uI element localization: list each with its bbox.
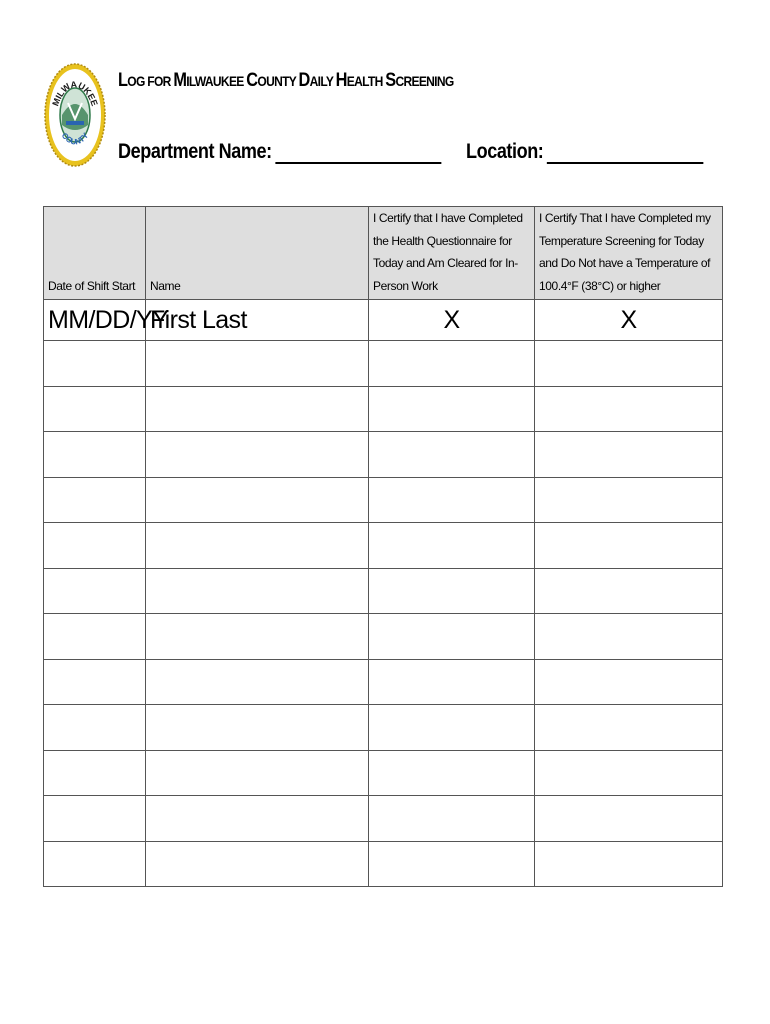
table-row <box>44 386 723 432</box>
questionnaire-cell[interactable] <box>369 386 535 432</box>
location-label: Location: <box>466 140 544 163</box>
screening-log-table <box>43 206 723 887</box>
questionnaire-cell[interactable] <box>369 568 535 614</box>
col-header-temperature: I Certify That I have Completed my Temperature Screening for Today and Do Not have a Temperature of 100.4°F (38°C) or higher <box>535 207 723 300</box>
title-word: SCREENING <box>385 70 454 91</box>
name-cell[interactable] <box>146 341 369 387</box>
questionnaire-cell[interactable] <box>369 705 535 751</box>
date-cell[interactable] <box>44 841 146 887</box>
name-cell[interactable] <box>146 477 369 523</box>
temperature-cell[interactable] <box>535 341 723 387</box>
table-row <box>44 341 723 387</box>
name-cell[interactable] <box>146 659 369 705</box>
title-word: HEALTH <box>335 70 386 91</box>
name-cell[interactable] <box>146 568 369 614</box>
date-cell[interactable] <box>44 614 146 660</box>
name-cell[interactable] <box>146 523 369 569</box>
date-cell[interactable] <box>44 477 146 523</box>
questionnaire-cell[interactable] <box>369 432 535 478</box>
title-word: LOG FOR <box>118 70 174 91</box>
example-questionnaire-mark[interactable]: X <box>369 300 535 341</box>
table-row <box>44 432 723 478</box>
table-header-row <box>44 207 723 300</box>
name-cell[interactable] <box>146 841 369 887</box>
table-row <box>44 568 723 614</box>
temperature-cell[interactable] <box>535 477 723 523</box>
temperature-cell[interactable] <box>535 750 723 796</box>
name-cell[interactable] <box>146 614 369 660</box>
department-label: Department Name: <box>118 140 272 163</box>
table-row <box>44 614 723 660</box>
date-cell[interactable] <box>44 659 146 705</box>
temperature-cell[interactable] <box>535 796 723 842</box>
questionnaire-cell[interactable] <box>369 523 535 569</box>
temperature-cell[interactable] <box>535 568 723 614</box>
name-cell[interactable] <box>146 432 369 478</box>
department-field <box>118 140 441 164</box>
temperature-cell[interactable] <box>535 386 723 432</box>
questionnaire-cell[interactable] <box>369 341 535 387</box>
table-row <box>44 477 723 523</box>
table-row <box>44 796 723 842</box>
department-blank[interactable] <box>275 142 441 164</box>
questionnaire-cell[interactable] <box>369 841 535 887</box>
date-cell[interactable] <box>44 568 146 614</box>
county-seal <box>44 63 106 167</box>
example-temperature-mark[interactable]: X <box>535 300 723 341</box>
title-word: DAILY <box>298 70 336 91</box>
example-date[interactable]: MM/DD/YY <box>44 300 146 341</box>
temperature-cell[interactable] <box>535 841 723 887</box>
name-cell[interactable] <box>146 750 369 796</box>
name-cell[interactable] <box>146 705 369 751</box>
location-blank[interactable] <box>547 142 704 164</box>
table-row <box>44 750 723 796</box>
seal-text-top: MILWAUKEE <box>50 79 100 108</box>
temperature-cell[interactable] <box>535 523 723 569</box>
title-word: COUNTY <box>246 70 299 91</box>
date-cell[interactable] <box>44 341 146 387</box>
temperature-cell[interactable] <box>535 432 723 478</box>
date-cell[interactable] <box>44 705 146 751</box>
date-cell[interactable] <box>44 386 146 432</box>
date-cell[interactable] <box>44 432 146 478</box>
date-cell[interactable] <box>44 750 146 796</box>
questionnaire-cell[interactable] <box>369 750 535 796</box>
questionnaire-cell[interactable] <box>369 477 535 523</box>
date-cell[interactable] <box>44 796 146 842</box>
example-name[interactable]: First Last <box>146 300 369 341</box>
table-row <box>44 841 723 887</box>
questionnaire-cell[interactable] <box>369 614 535 660</box>
table-row <box>44 659 723 705</box>
name-cell[interactable] <box>146 386 369 432</box>
page-title <box>118 70 454 92</box>
location-field <box>466 140 703 164</box>
seal-text-bottom: COUNTY <box>59 131 91 147</box>
questionnaire-cell[interactable] <box>369 796 535 842</box>
table-row-example <box>44 300 723 341</box>
name-cell[interactable] <box>146 796 369 842</box>
table-row <box>44 705 723 751</box>
col-header-questionnaire: I Certify that I have Completed the Health Questionnaire for Today and Am Cleared for In-Person Work <box>369 207 535 300</box>
questionnaire-cell[interactable] <box>369 659 535 705</box>
temperature-cell[interactable] <box>535 659 723 705</box>
table-row <box>44 523 723 569</box>
date-cell[interactable] <box>44 523 146 569</box>
col-header-date: Date of Shift Start <box>44 207 146 300</box>
title-word: MILWAUKEE <box>173 70 247 91</box>
col-header-name: Name <box>146 207 369 300</box>
temperature-cell[interactable] <box>535 705 723 751</box>
temperature-cell[interactable] <box>535 614 723 660</box>
